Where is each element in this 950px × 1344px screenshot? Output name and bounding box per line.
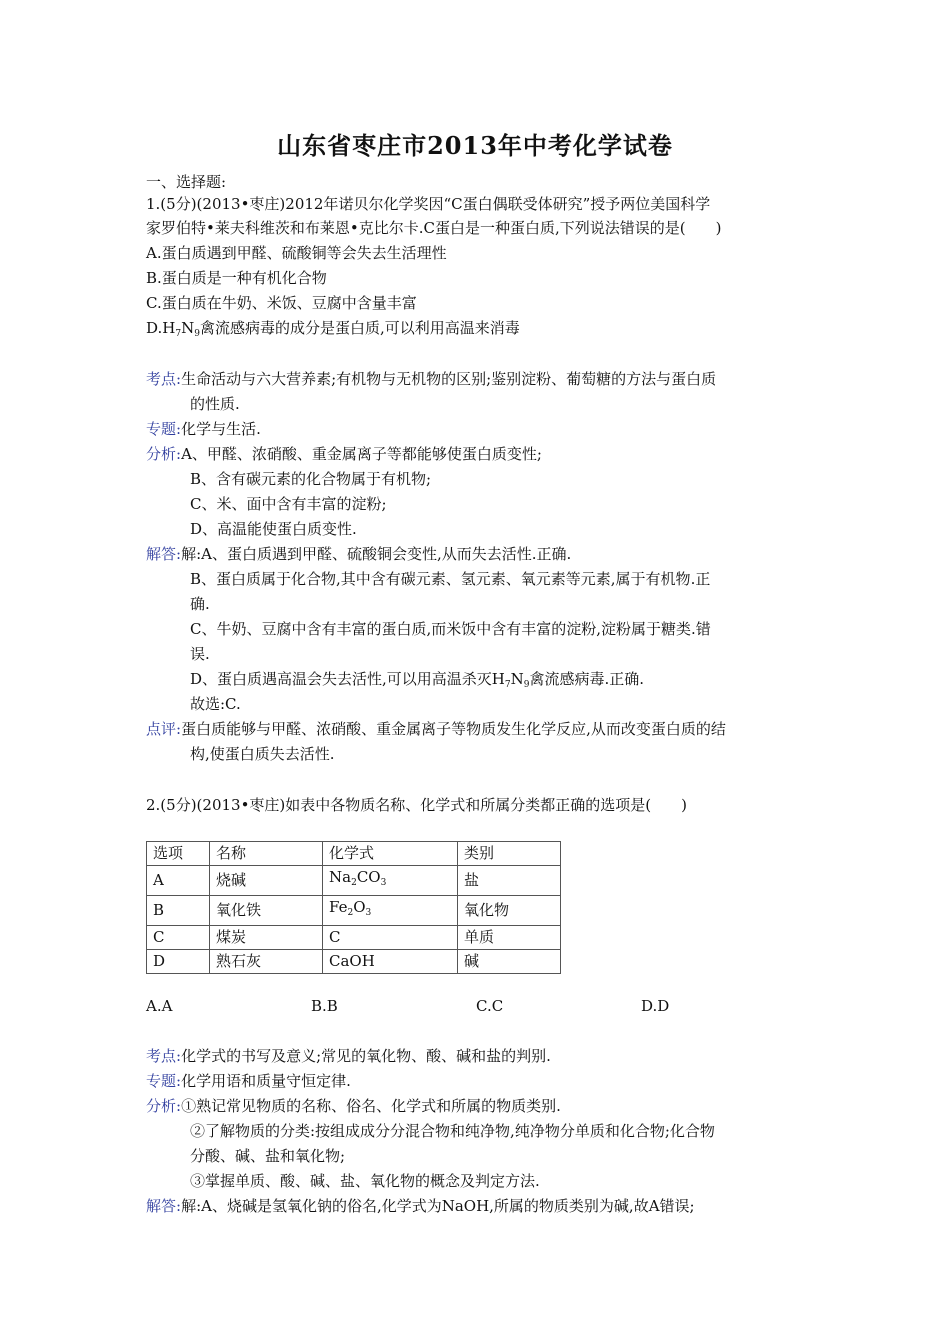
table-cell: C xyxy=(147,926,210,950)
table-header: 化学式 xyxy=(323,842,458,866)
q1-jieda-c: C、牛奶、豆腐中含有丰富的蛋白质,而米饭中含有丰富的淀粉,淀粉属于糖类.错 xyxy=(190,620,711,638)
q1-dianping-cont: 构,使蛋白质失去活性. xyxy=(190,745,335,763)
q2-choice-c: C.C xyxy=(476,997,504,1015)
jieda-label: 解答: xyxy=(146,545,182,563)
table-cell: 烧碱 xyxy=(210,866,323,896)
table-header: 类别 xyxy=(458,842,561,866)
q2-table xyxy=(146,841,561,974)
q2-choice-a: A.A xyxy=(146,997,173,1015)
fenxi-label: 分析: xyxy=(146,445,182,463)
zhuanti-label: 专题: xyxy=(146,420,182,438)
table-cell: CaOH xyxy=(323,950,458,974)
q2-fenxi-3: ③掌握单质、酸、碱、盐、氧化物的概念及判定方法. xyxy=(190,1172,540,1190)
q2-stem: 2.(5分)(2013•枣庄)如表中各物质名称、化学式和所属分类都正确的选项是( ) xyxy=(146,796,687,814)
table-cell: 单质 xyxy=(458,926,561,950)
q2-fenxi: 分析:①熟记常见物质的名称、俗名、化学式和所属的物质类别. xyxy=(146,1097,561,1115)
q2-fenxi-2-cont: 分酸、碱、盐和氧化物; xyxy=(190,1147,346,1165)
table-header: 名称 xyxy=(210,842,323,866)
kaodian-label: 考点: xyxy=(146,370,182,388)
table-cell: $Na_2CO_3$ xyxy=(323,866,458,896)
table-cell: B xyxy=(147,896,210,926)
dianping-label: 点评: xyxy=(146,720,182,738)
q2-jieda: 解答:解:A、烧碱是氢氧化钠的俗名,化学式为NaOH,所属的物质类别为碱,故A错误; xyxy=(146,1197,695,1215)
table-row xyxy=(147,866,561,896)
table-cell: A xyxy=(147,866,210,896)
table-cell: 氧化铁 xyxy=(210,896,323,926)
q1-fenxi-b: B、含有碳元素的化合物属于有机物; xyxy=(190,470,432,488)
q1-kaodian-cont: 的性质. xyxy=(190,395,240,413)
table-cell: D xyxy=(147,950,210,974)
table-header-row xyxy=(147,842,561,866)
zhuanti-label: 专题: xyxy=(146,1072,182,1090)
page-title: 山东省枣庄市2013年中考化学试卷 xyxy=(277,131,673,160)
fenxi-label: 分析: xyxy=(146,1097,182,1115)
q1-jieda-c-cont: 误. xyxy=(190,645,210,663)
q1-option-a: A.蛋白质遇到甲醛、硫酸铜等会失去生活理性 xyxy=(146,244,447,262)
table-cell: C xyxy=(323,926,458,950)
q2-choice-d: D.D xyxy=(641,997,670,1015)
q1-jieda: 解答:解:A、蛋白质遇到甲醛、硫酸铜会变性,从而失去活性.正确. xyxy=(146,545,572,563)
section-heading: 一、选择题: xyxy=(146,173,227,191)
q1-jieda-b: B、蛋白质属于化合物,其中含有碳元素、氢元素、氧元素等元素,属于有机物.正 xyxy=(190,570,711,588)
q1-fenxi: 分析:A、甲醛、浓硝酸、重金属离子等都能够使蛋白质变性; xyxy=(146,445,542,463)
table-cell: 煤炭 xyxy=(210,926,323,950)
table-cell: 盐 xyxy=(458,866,561,896)
q1-option-b: B.蛋白质是一种有机化合物 xyxy=(146,269,327,287)
q1-option-c: C.蛋白质在牛奶、米饭、豆腐中含量丰富 xyxy=(146,294,417,312)
jieda-label: 解答: xyxy=(146,1197,182,1215)
q1-kaodian: 考点:生命活动与六大营养素;有机物与无机物的区别;鉴别淀粉、葡萄糖的方法与蛋白质 xyxy=(146,370,717,388)
q2-kaodian: 考点:化学式的书写及意义;常见的氧化物、酸、碱和盐的判别. xyxy=(146,1047,551,1065)
q2-zhuanti: 专题:化学用语和质量守恒定律. xyxy=(146,1072,351,1090)
q1-dianping: 点评:蛋白质能够与甲醛、浓硝酸、重金属离子等物质发生化学反应,从而改变蛋白质的结 xyxy=(146,720,726,738)
q1-zhuanti: 专题:化学与生活. xyxy=(146,420,261,438)
q1-fenxi-d: D、高温能使蛋白质变性. xyxy=(190,520,357,538)
table-cell: 碱 xyxy=(458,950,561,974)
table-row xyxy=(147,896,561,926)
q2-choice-b: B.B xyxy=(311,997,338,1015)
q1-stem-line-1: 1.(5分)(2013•枣庄)2012年诺贝尔化学奖因“C蛋白偶联受体研究”授予两位美国科学 xyxy=(146,195,711,213)
q2-fenxi-2: ②了解物质的分类:按组成成分分混合物和纯净物,纯净物分单质和化合物;化合物 xyxy=(190,1122,715,1140)
q1-jieda-d: D、蛋白质遇高温会失去活性,可以用高温杀灭$H_7N_9$禽流感病毒.正确. xyxy=(190,670,645,690)
q1-answer: 故选:C. xyxy=(190,695,241,713)
table-cell: 熟石灰 xyxy=(210,950,323,974)
kaodian-label: 考点: xyxy=(146,1047,182,1065)
q1-option-d: $D.H_7N_9$禽流感病毒的成分是蛋白质,可以利用高温来消毒 xyxy=(146,319,520,339)
table-cell: $Fe_2O_3$ xyxy=(323,896,458,926)
table-row xyxy=(147,950,561,974)
table-cell: 氧化物 xyxy=(458,896,561,926)
table-header: 选项 xyxy=(147,842,210,866)
q1-jieda-b-cont: 确. xyxy=(190,595,210,613)
q1-fenxi-c: C、米、面中含有丰富的淀粉; xyxy=(190,495,387,513)
table-row xyxy=(147,926,561,950)
q1-stem-line-2: 家罗伯特•莱夫科维茨和布莱恩•克比尔卡.C蛋白是一种蛋白质,下列说法错误的是( ) xyxy=(146,219,722,237)
